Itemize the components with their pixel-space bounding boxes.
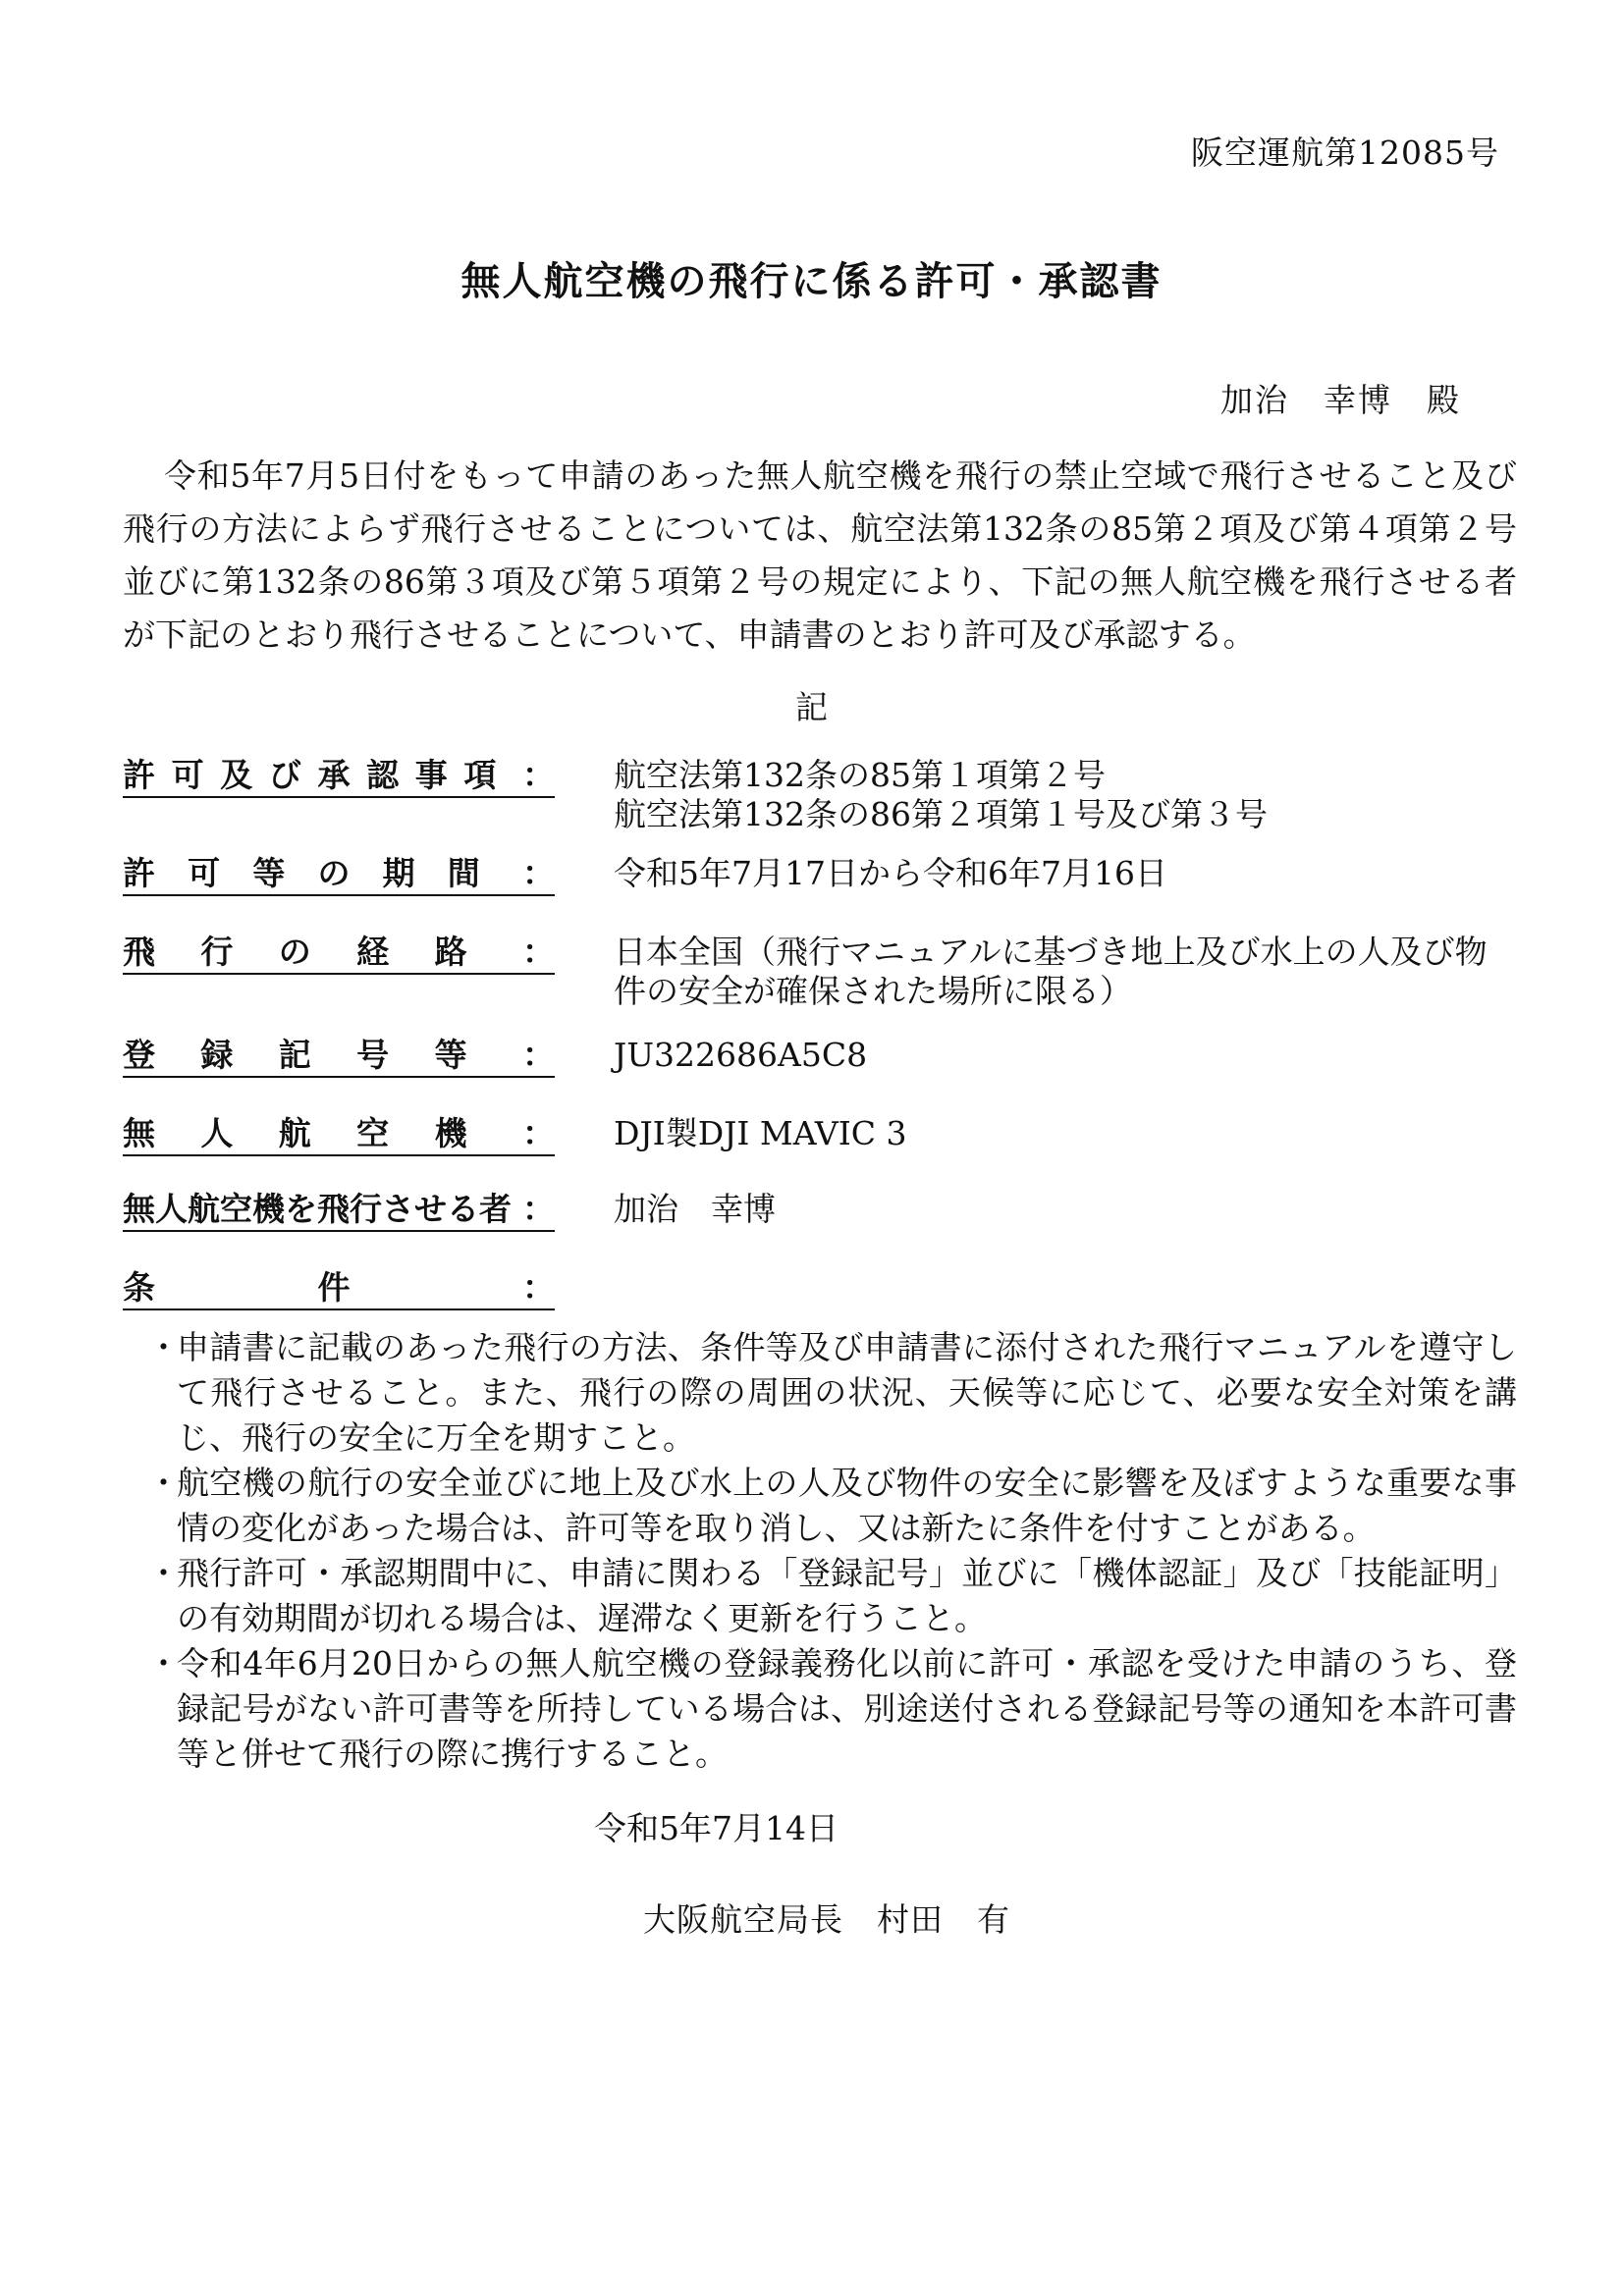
item-label: 無人航空機を飛行させる者 ： [123,1190,555,1232]
condition-item: ・ 航空機の航行の安全並びに地上及び水上の人及び物件の安全に影響を及ぼすような重要な事情の変化があった場合は、許可等を取り消し、又は新たに条件を付すことがある。 [147,1461,1517,1551]
item-label: 条 件 ： [123,1268,555,1310]
bullet: ・ [147,1464,180,1502]
document-number: 阪空運航第12085号 [1191,133,1499,172]
item-label: 飛 行 の 経 路 ： [123,933,555,975]
item-label: 許 可 等 の 期 間 ： [123,854,555,896]
issuer: 大阪航空局長 村田 有 [643,1900,1010,1939]
bullet: ・ [147,1328,180,1366]
item-value: 航空法第132条の85第１項第２号 航空法第132条の86第２項第１号及び第３号 [614,756,1268,833]
condition-item: ・ 令和4年6月20日からの無人航空機の登録義務化以前に許可・承認を受けた申請のうち、登録記号がない許可書等を所持している場合は、別途送付される登録記号等の通知を本許可書等と併せて飛行の際に携行すること。 [147,1641,1517,1777]
item-label: 登 録 記 号 等 ： [123,1036,555,1078]
condition-item: ・ 申請書に記載のあった飛行の方法、条件等及び申請書に添付された飛行マニュアルを遵守して飛行させること。また、飛行の際の周囲の状況、天候等に応じて、必要な安全対策を講じ、飛行の安全に万全を期すこと。 [147,1325,1517,1461]
addressee-honorific: 殿 [1427,381,1461,419]
bullet: ・ [147,1554,180,1592]
conditions-list [147,1325,1517,1777]
issue-date: 令和5年7月14日 [594,1809,839,1847]
item-value: DJI製DJI MAVIC 3 [614,1114,907,1152]
item-value: 加治 幸博 [614,1190,776,1228]
item-value: JU322686A5C8 [614,1036,868,1074]
preamble-paragraph: 令和5年7月5日付をもって申請のあった無人航空機を飛行の禁止空域で飛行させること及び飛行の方法によらず飛行させることについては、航空法第132条の85第２項及び第４項第２号並びに第132条の86第３項及び第５項第２号の規定により、下記の無人航空機を飛行させる者が下記のとおり飛行させることについて、申請書のとおり許可及び承認する。 [123,456,1517,654]
bullet: ・ [147,1644,180,1682]
condition-item: ・ 飛行許可・承認期間中に、申請に関わる「登録記号」並びに「機体認証」及び「技能証明」の有効期間が切れる場合は、遅滞なく更新を行うこと。 [147,1551,1517,1641]
item-label: 許 可 及 び 承 認 事 項 ： [123,756,555,798]
addressee [1220,375,1461,421]
addressee-name: 加治 幸博 [1220,381,1392,419]
document-title: 無人航空機の飛行に係る許可・承認書 [460,258,1163,304]
ki-heading: 記 [795,688,828,726]
item-value: 令和5年7月17日から令和6年7月16日 [614,854,1167,892]
item-value: 日本全国（飛行マニュアルに基づき地上及び水上の人及び物 件の安全が確保された場所に限る） [614,933,1488,1010]
item-label: 無 人 航 空 機 ： [123,1114,555,1156]
